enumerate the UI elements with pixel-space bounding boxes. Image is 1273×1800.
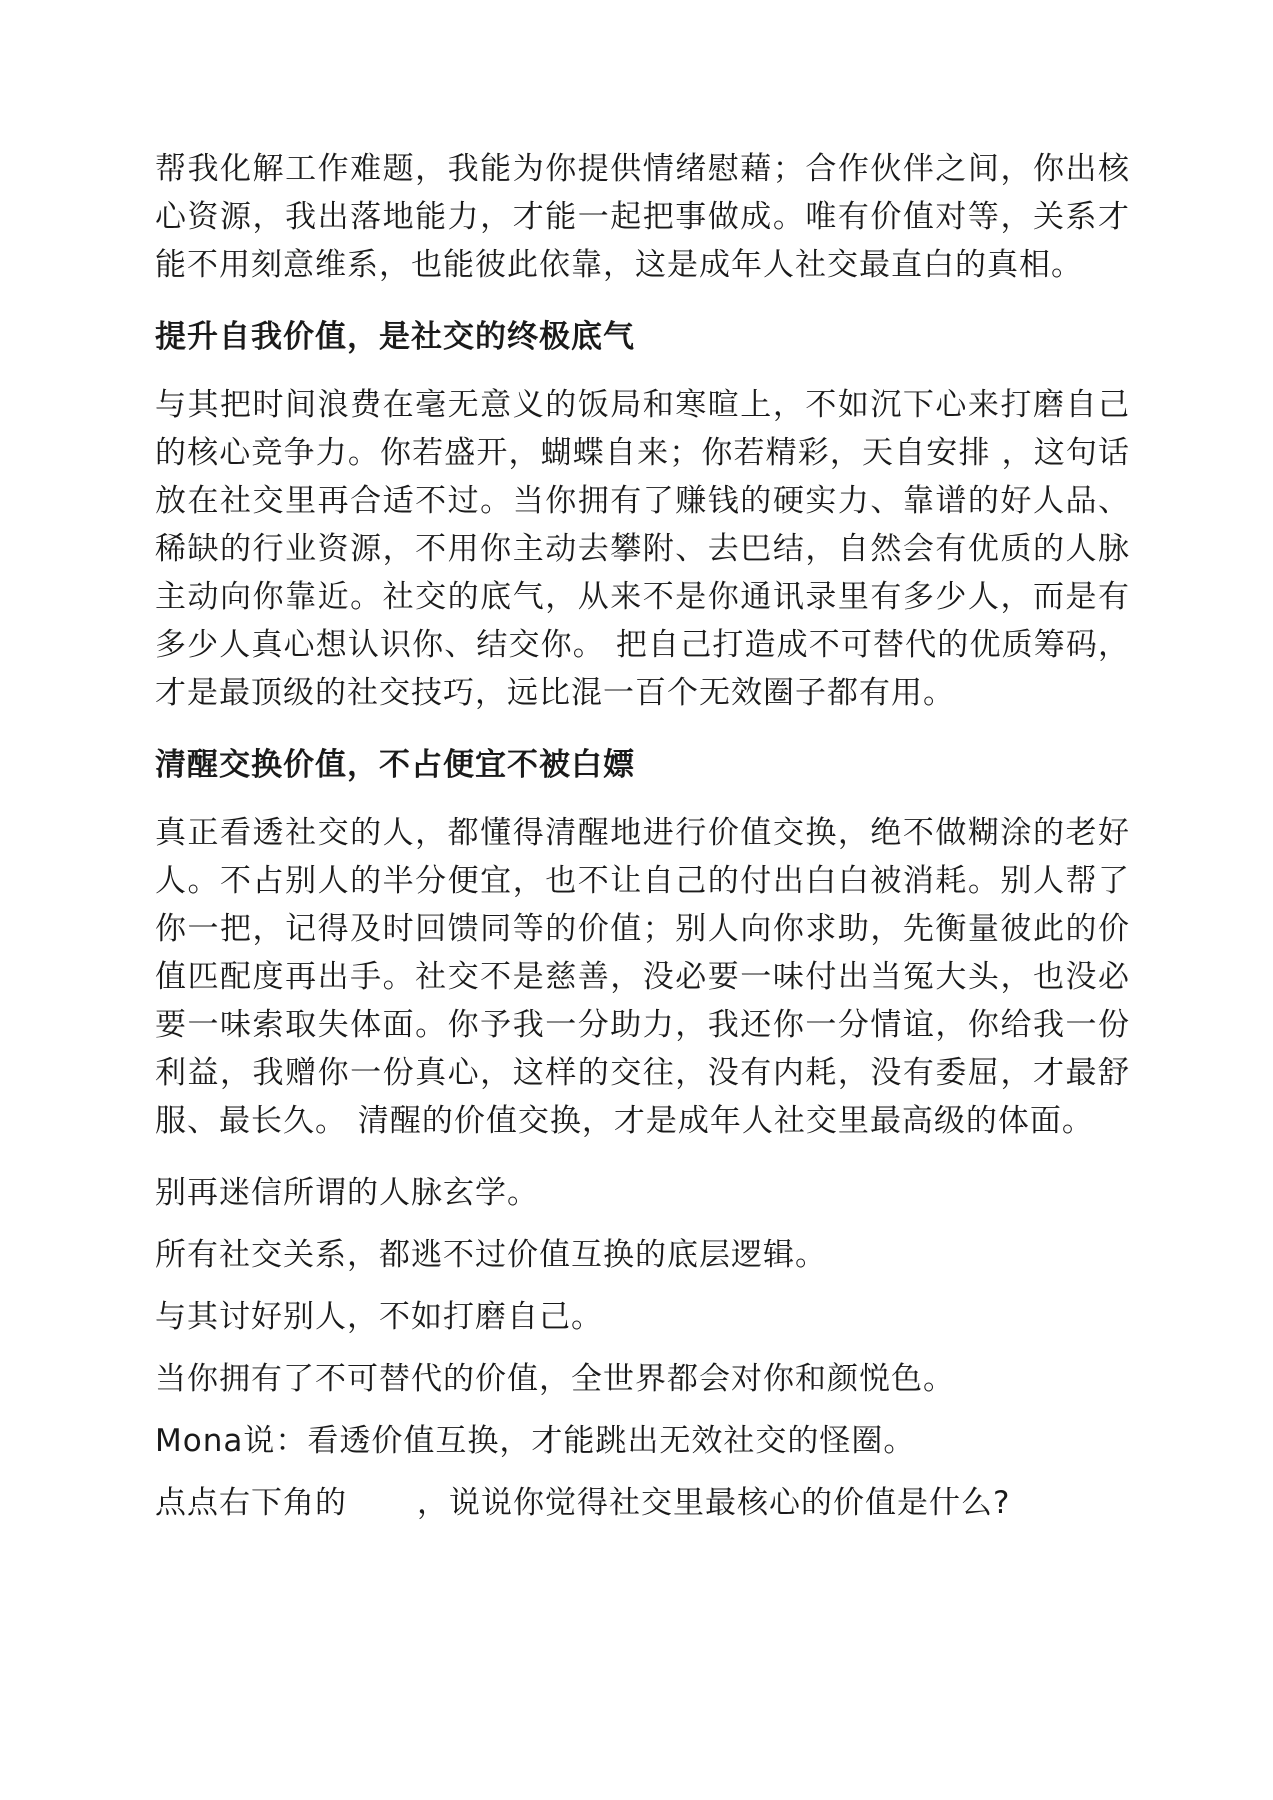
closing-line-2: 所有社交关系，都逃不过价值互换的底层逻辑。 [155,1237,827,1273]
section-heading-1: 提升自我价值，是社交的终极底气 [155,319,635,355]
paragraph-1: 帮我化解工作难题，我能为你提供情绪慰藉；合作伙伴之间，你出核心资源，我出落地能力，才能一起把事做成。唯有价值对等，关系才能不用刻意维系，也能彼此依靠，这是成年人社交最直白的真相。 [155,151,1130,283]
cta-text-before: 点点右下角的 [155,1485,347,1521]
closing-line-4: 当你拥有了不可替代的价值，全世界都会对你和颜悦色。 [155,1361,955,1397]
call-to-action [155,1479,1130,1527]
paragraph-2: 与其把时间浪费在毫无意义的饭局和寒暄上，不如沉下心来打磨自己的核心竞争力。你若盛开，蝴蝶自来；你若精彩，天自安排 ，这句话放在社交里再合适不过。当你拥有了赚钱的硬实力、靠谱的好人品、稀缺的行业资源，不用你主动去攀附、去巴结，自然会有优质的人脉主动向你靠近。社交的底气，从来不是你通讯录里有多少人，而是有多少人真心想认识你、结交你。 把自己打造成不可替代的优质筹码，才是最顶级的社交技巧，远比混一百个无效圈子都有用。 [155,387,1130,711]
cta-text-after: ，说说你觉得社交里最核心的价值是什么? [417,1485,1011,1521]
cta-icon-placeholder [347,1490,417,1520]
section-heading-2: 清醒交换价值，不占便宜不被白嫖 [155,747,635,783]
author-note: Mona说：看透价值互换，才能跳出无效社交的怪圈。 [155,1423,916,1459]
closing-line-3: 与其讨好别人，不如打磨自己。 [155,1299,603,1335]
closing-line-1: 别再迷信所谓的人脉玄学。 [155,1175,539,1211]
paragraph-3: 真正看透社交的人，都懂得清醒地进行价值交换，绝不做糊涂的老好人。不占别人的半分便宜，也不让自己的付出白白被消耗。别人帮了你一把，记得及时回馈同等的价值；别人向你求助，先衡量彼此的价值匹配度再出手。社交不是慈善，没必要一味付出当冤大头，也没必要一味索取失体面。你予我一分助力，我还你一分情谊，你给我一份利益，我赠你一份真心，这样的交往，没有内耗，没有委屈，才最舒服、最长久。 清醒的价值交换，才是成年人社交里最高级的体面。 [155,815,1130,1139]
article-body [155,145,1130,1541]
